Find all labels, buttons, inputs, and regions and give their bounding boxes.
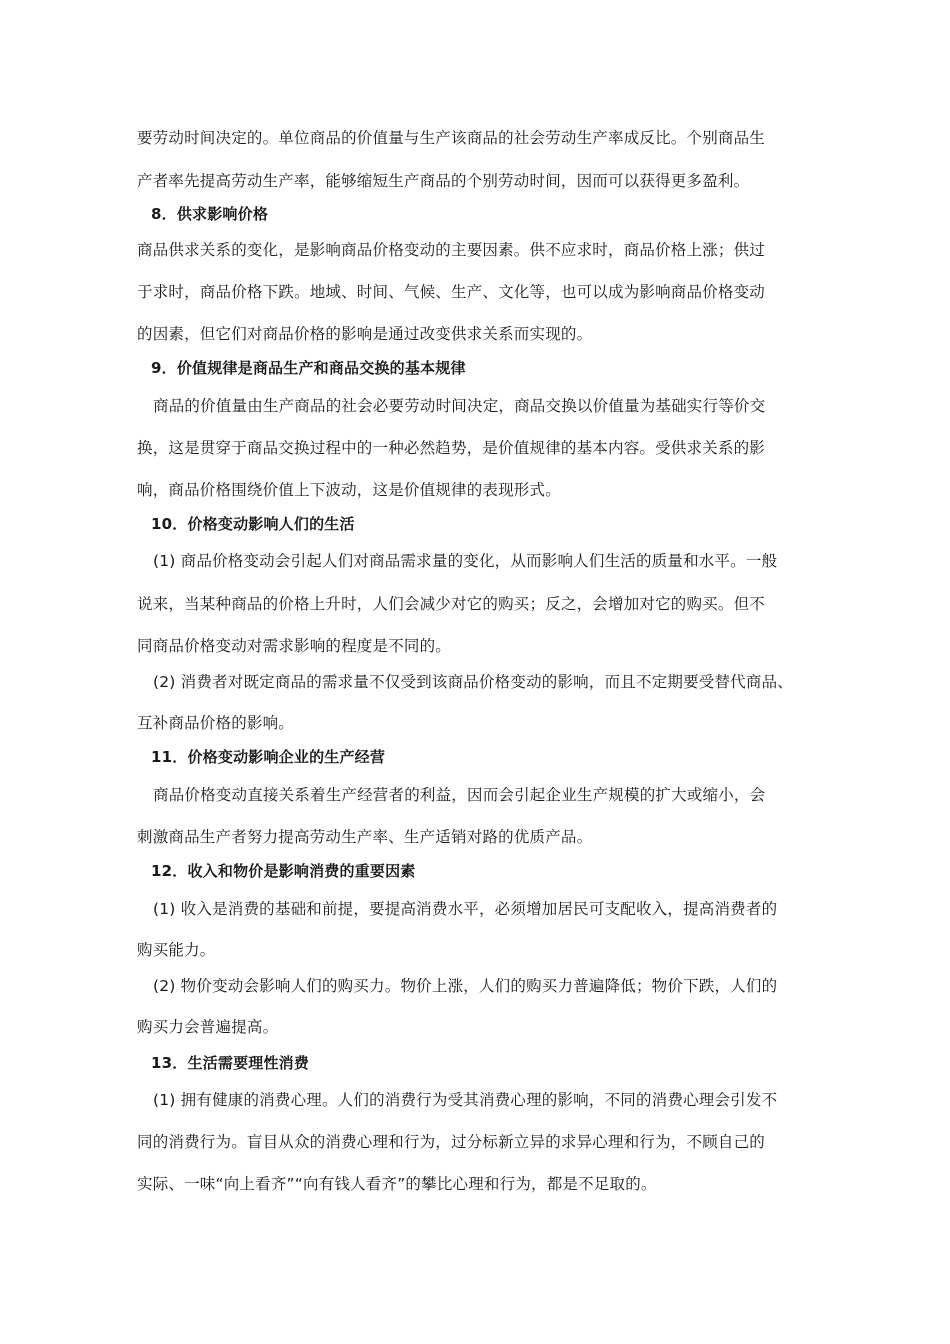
paragraph-line: (1) 拥有健康的消费心理。人们的消费行为受其消费心理的影响，不同的消费心理会引发不	[153, 1091, 778, 1109]
paragraph-line: 刺激商品生产者努力提高劳动生产率、生产适销对路的优质产品。	[137, 828, 593, 846]
paragraph-line: 商品供求关系的变化，是影响商品价格变动的主要因素。供不应求时，商品价格上涨；供过	[137, 241, 766, 259]
paragraph-line: 同的消费行为。盲目从众的消费心理和行为，过分标新立异的求异心理和行为，不顾自己的	[137, 1133, 766, 1151]
section-heading: 10．价格变动影响人们的生活	[151, 515, 355, 533]
section-heading: 13．生活需要理性消费	[151, 1054, 310, 1072]
paragraph-line: 说来，当某种商品的价格上升时，人们会减少对它的购买；反之，会增加对它的购买。但不	[137, 595, 766, 613]
paragraph-line: 要劳动时间决定的。单位商品的价值量与生产该商品的社会劳动生产率成反比。个别商品生	[137, 129, 766, 147]
paragraph-line: (2) 物价变动会影响人们的购买力。物价上涨，人们的购买力普遍降低；物价下跌，人们的	[153, 977, 778, 995]
paragraph-line: 于求时，商品价格下跌。地域、时间、气候、生产、文化等，也可以成为影响商品价格变动	[137, 283, 766, 301]
paragraph-line: 的因素，但它们对商品价格的影响是通过改变供求关系而实现的。	[137, 325, 593, 343]
paragraph-line: 互补商品价格的影响。	[137, 714, 295, 732]
paragraph-line: 商品价格变动直接关系着生产经营者的利益，因而会引起企业生产规模的扩大或缩小，会	[153, 786, 766, 804]
paragraph-line: 同商品价格变动对需求影响的程度是不同的。	[137, 637, 452, 655]
section-heading: 12．收入和物价是影响消费的重要因素	[151, 862, 416, 880]
paragraph-line: 实际、一味“向上看齐”“向有钱人看齐”的攀比心理和行为，都是不足取的。	[137, 1175, 657, 1193]
paragraph-line: 产者率先提高劳动生产率，能够缩短生产商品的个别劳动时间，因而可以获得更多盈利。	[137, 172, 750, 190]
paragraph-line: 响，商品价格围绕价值上下波动，这是价值规律的表现形式。	[137, 481, 561, 499]
paragraph-line: (2) 消费者对既定商品的需求量不仅受到该商品价格变动的影响，而且不定期要受替代商品、	[153, 673, 793, 691]
section-heading: 8．供求影响价格	[151, 205, 269, 223]
paragraph-line: 购买力会普遍提高。	[137, 1018, 279, 1036]
paragraph-line: (1) 商品价格变动会引起人们对商品需求量的变化，从而影响人们生活的质量和水平。一般	[153, 552, 778, 570]
paragraph-line: 商品的价值量由生产商品的社会必要劳动时间决定，商品交换以价值量为基础实行等价交	[153, 397, 766, 415]
section-heading: 9．价值规律是商品生产和商品交换的基本规律	[151, 359, 466, 377]
paragraph-line: 换，这是贯穿于商品交换过程中的一种必然趋势，是价值规律的基本内容。受供求关系的影	[137, 439, 766, 457]
paragraph-line: 购买能力。	[137, 941, 216, 959]
paragraph-line: (1) 收入是消费的基础和前提，要提高消费水平，必须增加居民可支配收入，提高消费者的	[153, 900, 778, 918]
section-heading: 11．价格变动影响企业的生产经营	[151, 748, 386, 766]
